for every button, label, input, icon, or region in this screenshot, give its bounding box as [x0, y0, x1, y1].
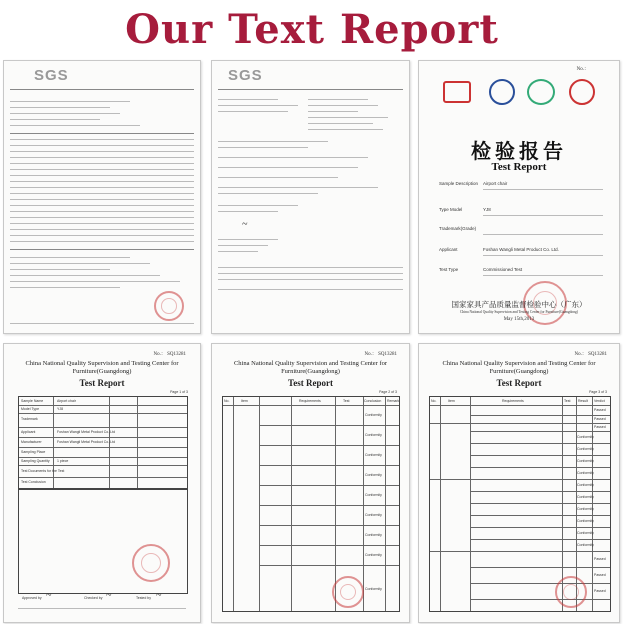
- info-label: Sampling Place: [21, 450, 46, 454]
- info-label: Test Documents for the Test: [21, 469, 65, 473]
- info-label: Trademark: [21, 417, 38, 421]
- verdict-cell: Conformity: [577, 435, 594, 439]
- cnas-logo: [489, 79, 515, 105]
- verdict-cell: Passed: [594, 557, 606, 561]
- info-value: Foshan Wangli Metal Product Co.,Ltd: [57, 430, 116, 434]
- info-label: Manufacturer: [21, 440, 42, 444]
- result-cell: Conformity: [365, 513, 382, 517]
- result-cell: Conformity: [365, 413, 382, 417]
- report-no: No.： SQ13281: [153, 352, 186, 357]
- info-label: Sampling Quantity: [21, 459, 50, 463]
- center-name: China National Quality Supervision and Testing Center for Furniture(Guangdong): [233, 360, 388, 375]
- verdict-cell: Conformity: [577, 495, 594, 499]
- info-label: Applicant: [21, 430, 36, 434]
- issue-date: May 15th,2013: [503, 317, 535, 322]
- center-name: China National Quality Supervision and Testing Center for Furniture(Guangdong): [25, 360, 179, 375]
- field-label: Sample Description: [439, 181, 479, 186]
- verdict-cell: Conformity: [577, 519, 594, 523]
- approved-label: Approved by: [22, 596, 42, 600]
- certification-logo: [569, 79, 595, 105]
- table-header: Verdict: [594, 399, 605, 403]
- field-list: [439, 181, 609, 291]
- report-title-en: Test Report: [491, 161, 547, 173]
- seal: [154, 291, 184, 321]
- table-header: Conclusion: [364, 399, 382, 403]
- table-header: Item: [448, 399, 455, 403]
- report-title: Test Report: [79, 378, 125, 388]
- report-title: Test Report: [288, 378, 333, 388]
- info-table: [18, 396, 188, 490]
- result-cell: Conformity: [365, 533, 382, 537]
- verdict-cell: Conformity: [577, 483, 594, 487]
- test-report-page-3[interactable]: [418, 343, 620, 623]
- field-label: Test Type: [439, 267, 459, 272]
- result-cell: Conformity: [365, 453, 382, 457]
- verdict-cell: Conformity: [577, 543, 594, 547]
- table-header: Requirements: [299, 399, 321, 403]
- report-title-cn: 检验报告: [471, 139, 567, 163]
- field-label: Applicant: [439, 247, 458, 252]
- verdict-cell: Passed: [594, 425, 606, 429]
- table-header: No.: [431, 399, 437, 403]
- info-value: YJ8: [57, 407, 64, 411]
- field-value: YJ8: [483, 207, 491, 212]
- signature: ~: [242, 219, 248, 230]
- verdict-cell: Conformity: [577, 507, 594, 511]
- table-header: Result: [578, 399, 588, 403]
- verdict-cell: Conformity: [577, 459, 594, 463]
- field-label: Trademark(Grade): [439, 226, 477, 231]
- test-report-page-1[interactable]: [3, 343, 201, 623]
- verdict-cell: Conformity: [577, 531, 594, 535]
- ilac-logo: [527, 79, 555, 105]
- table-header: Requirements: [502, 399, 524, 403]
- seal: [332, 576, 364, 608]
- page-number: Page 3 of 3: [589, 390, 607, 394]
- table-header: No.: [224, 399, 230, 403]
- info-value: Airport chair: [57, 399, 76, 403]
- results-table: [429, 396, 611, 612]
- tested-signature: ~: [156, 590, 162, 601]
- result-cell: Conformity: [365, 587, 382, 591]
- page-number: Page 1 of 3: [170, 390, 188, 394]
- info-value: 1 piece: [57, 459, 69, 463]
- table-header: Test: [564, 399, 571, 403]
- verdict-cell: Conformity: [577, 447, 594, 451]
- page-number: Page 2 of 3: [379, 390, 397, 394]
- sgs-logo: SGS: [34, 67, 69, 84]
- checked-label: Checked by: [84, 596, 103, 600]
- cn-test-report-cover[interactable]: [418, 60, 620, 334]
- test-report-page-2[interactable]: [211, 343, 410, 623]
- info-label: Model Type: [21, 407, 40, 411]
- info-label: Sample Name: [21, 399, 44, 403]
- field-label: Type Model: [439, 207, 463, 212]
- table-header: Item: [241, 399, 248, 403]
- field-value: Foshan Wangli Metal Product Co. Ltd.: [483, 247, 559, 252]
- banner-title: Our Text Report: [125, 6, 499, 53]
- report-no: No.： SQ13281: [364, 352, 397, 357]
- sgs-report-page-2[interactable]: [211, 60, 410, 334]
- sgs-logo: SGS: [228, 67, 263, 84]
- table-header: Remark: [387, 399, 400, 403]
- field-value: Commissioned Test: [483, 267, 523, 272]
- result-cell: Conformity: [365, 433, 382, 437]
- report-title: Test Report: [496, 378, 542, 388]
- result-cell: Conformity: [365, 473, 382, 477]
- verdict-cell: Passed: [594, 417, 606, 421]
- report-no: No.： SQ13281: [574, 352, 607, 357]
- field-value: Airport chair: [483, 181, 508, 186]
- checked-signature: ~: [106, 590, 112, 601]
- verdict-cell: Passed: [594, 573, 606, 577]
- report-no: No.：: [576, 67, 589, 72]
- tested-label: Tested by: [136, 596, 151, 600]
- center-name-en: China National Quality Supervision and Testing Center for Furniture(Guangdong): [459, 310, 579, 314]
- seal: [132, 544, 170, 582]
- banner: [0, 0, 624, 60]
- results-table: [222, 396, 400, 612]
- info-value: Foshan Wangli Metal Product Co.,Ltd: [57, 440, 116, 444]
- verdict-cell: Conformity: [577, 471, 594, 475]
- approved-signature: ~: [46, 590, 52, 601]
- seal: [555, 576, 587, 608]
- result-cell: Conformity: [365, 493, 382, 497]
- verdict-cell: Passed: [594, 408, 606, 412]
- table-header: Test: [343, 399, 350, 403]
- center-name-cn: 国家家具产品质量监督检验中心（广东）: [451, 300, 587, 309]
- sgs-report-page-1[interactable]: [3, 60, 201, 334]
- verdict-cell: Passed: [594, 589, 606, 593]
- cma-logo: [443, 81, 471, 103]
- result-cell: Conformity: [365, 553, 382, 557]
- center-name: China National Quality Supervision and Testing Center for Furniture(Guangdong): [442, 360, 596, 375]
- info-label: Test Conclusion: [21, 480, 46, 484]
